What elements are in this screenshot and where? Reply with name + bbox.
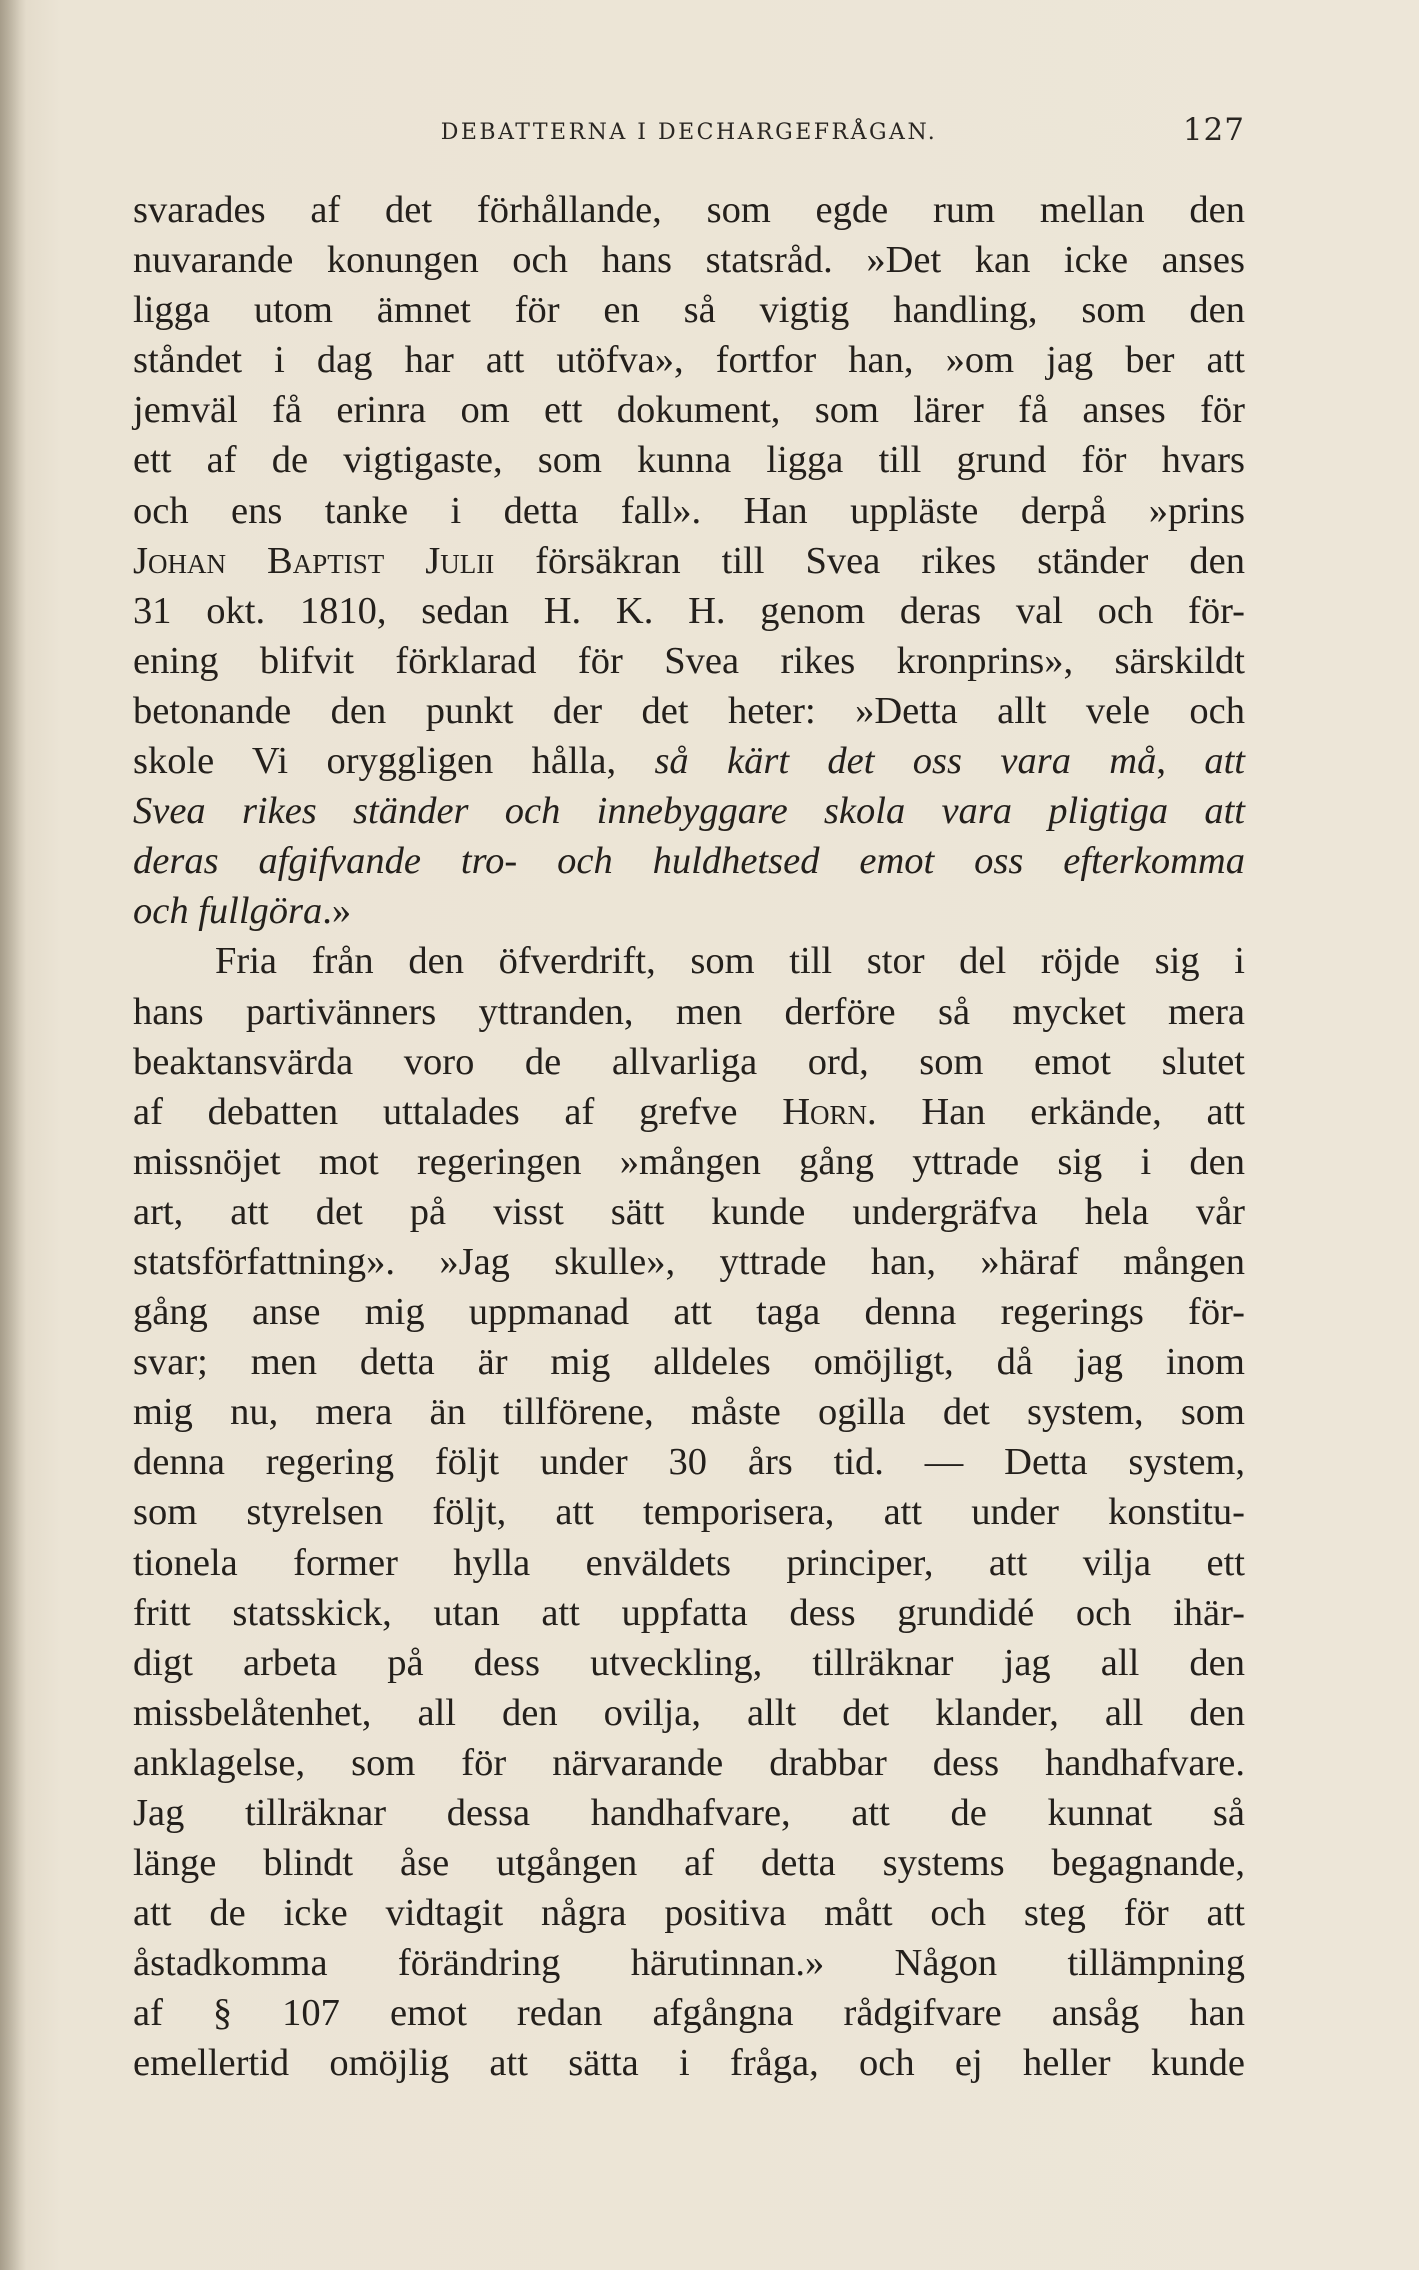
text-line: af § 107 emot redan afgångna rådgifvare ansåg han xyxy=(133,1992,1245,2035)
text-line: denna regering följt under 30 års tid. — Detta system, xyxy=(133,1441,1245,1484)
text-line: digt arbeta på dess utveckling, tillräknar jag all den xyxy=(133,1641,1245,1684)
text-line: att de icke vidtagit några positiva mått och steg för att xyxy=(133,1892,1245,1935)
text-line: fritt statsskick, utan att uppfatta dess grundidé och ihär- xyxy=(133,1591,1245,1634)
running-title: DEBATTERNA I DECHARGEFRÅGAN. xyxy=(440,120,938,145)
text-line: mig nu, mera än tillförene, måste ogilla det system, som xyxy=(133,1391,1245,1434)
text-line: tionela former hylla enväldets principer, att vilja ett xyxy=(133,1541,1245,1584)
text-line: ett af de vigtigaste, som kunna ligga till grund för hvars xyxy=(133,439,1245,482)
text-line: ening blifvit förklarad för Svea rikes kronprins», särskildt xyxy=(133,639,1245,682)
text-line: svarades af det förhållande, som egde rum mellan den xyxy=(133,189,1245,231)
page-number: 127 xyxy=(1182,112,1245,148)
text-line: betonande den punkt der det heter: »Detta allt vele och xyxy=(133,689,1245,732)
text-span: . Han erkände, att xyxy=(867,1090,1245,1133)
italic-quote: och fullgöra xyxy=(133,890,323,933)
text-line: länge blindt åse utgången af detta systems begagnande, xyxy=(133,1842,1245,1885)
text-span: .» xyxy=(322,890,352,933)
person-name-horn: Horn xyxy=(782,1090,867,1133)
text-span: skole Vi oryggligen hålla, xyxy=(133,740,655,783)
text-line: som styrelsen följt, att temporisera, att under konstitu- xyxy=(133,1491,1245,1534)
text-line: ligga utom ämnet för en så vigtig handling, som den xyxy=(133,289,1245,332)
text-line: nuvarande konungen och hans statsråd. »Det kan icke anses xyxy=(133,239,1245,282)
text-line xyxy=(133,886,1245,936)
italic-quote-line: deras afgifvande tro- och huldhetsed emot oss efterkomma xyxy=(133,840,1245,883)
text-line: anklagelse, som för närvarande drabbar dess handhafvare. xyxy=(133,1741,1245,1784)
text-line: emellertid omöjlig att sätta i fråga, och ej heller kunde xyxy=(133,2042,1245,2085)
text-line: art, att det på visst sätt kunde undergräfva hela vår xyxy=(133,1190,1245,1233)
text-line: hans partivänners yttranden, men derföre så mycket mera xyxy=(133,990,1245,1033)
text-line: jemväl få erinra om ett dokument, som lärer få anses för xyxy=(133,389,1245,432)
text-line: ståndet i dag har att utöfva», fortfor han, »om jag ber att xyxy=(133,339,1245,382)
text-line: gång anse mig uppmanad att taga denna regerings för- xyxy=(133,1291,1245,1334)
italic-quote-line: Svea rikes ständer och innebyggare skola vara pligtiga att xyxy=(133,790,1245,833)
page-gutter-shadow xyxy=(0,0,26,2270)
text-line: statsförfattning». »Jag skulle», yttrade han, »häraf mången xyxy=(133,1240,1245,1283)
text-line: åstadkomma förändring härutinnan.» Någon tillämpning xyxy=(133,1942,1245,1985)
person-name-johan-baptist-julii: Johan Baptist Julii xyxy=(133,539,495,582)
body-text xyxy=(133,185,1245,2089)
paragraph-start-line: Fria från den öfverdrift, som till stor del röjde sig i xyxy=(215,940,1245,983)
text-line: Jag tillräknar dessa handhafvare, att de kunnat så xyxy=(133,1792,1245,1834)
text-line: svar; men detta är mig alldeles omöjligt, då jag inom xyxy=(133,1341,1245,1384)
text-line xyxy=(133,536,1245,586)
text-span: försäkran till Svea rikes ständer den xyxy=(494,539,1245,582)
text-line: missbelåtenhet, all den ovilja, allt det klander, all den xyxy=(133,1691,1245,1734)
text-line: 31 okt. 1810, sedan H. K. H. genom deras val och för- xyxy=(133,589,1245,632)
text-line xyxy=(133,1087,1245,1137)
text-span: af debatten uttalades af grefve xyxy=(133,1090,783,1133)
text-line: missnöjet mot regeringen »mången gång yttrade sig i den xyxy=(133,1140,1245,1183)
text-span: , xyxy=(1156,740,1205,783)
text-line xyxy=(133,736,1245,786)
text-line: och ens tanke i detta fall». Han uppläste derpå »prins xyxy=(133,489,1245,532)
italic-quote: så kärt det oss vara må xyxy=(654,740,1157,783)
page-header xyxy=(133,110,1245,158)
text-line: beaktansvärda voro de allvarliga ord, som emot slutet xyxy=(133,1040,1245,1083)
italic-quote: att xyxy=(1204,740,1245,783)
